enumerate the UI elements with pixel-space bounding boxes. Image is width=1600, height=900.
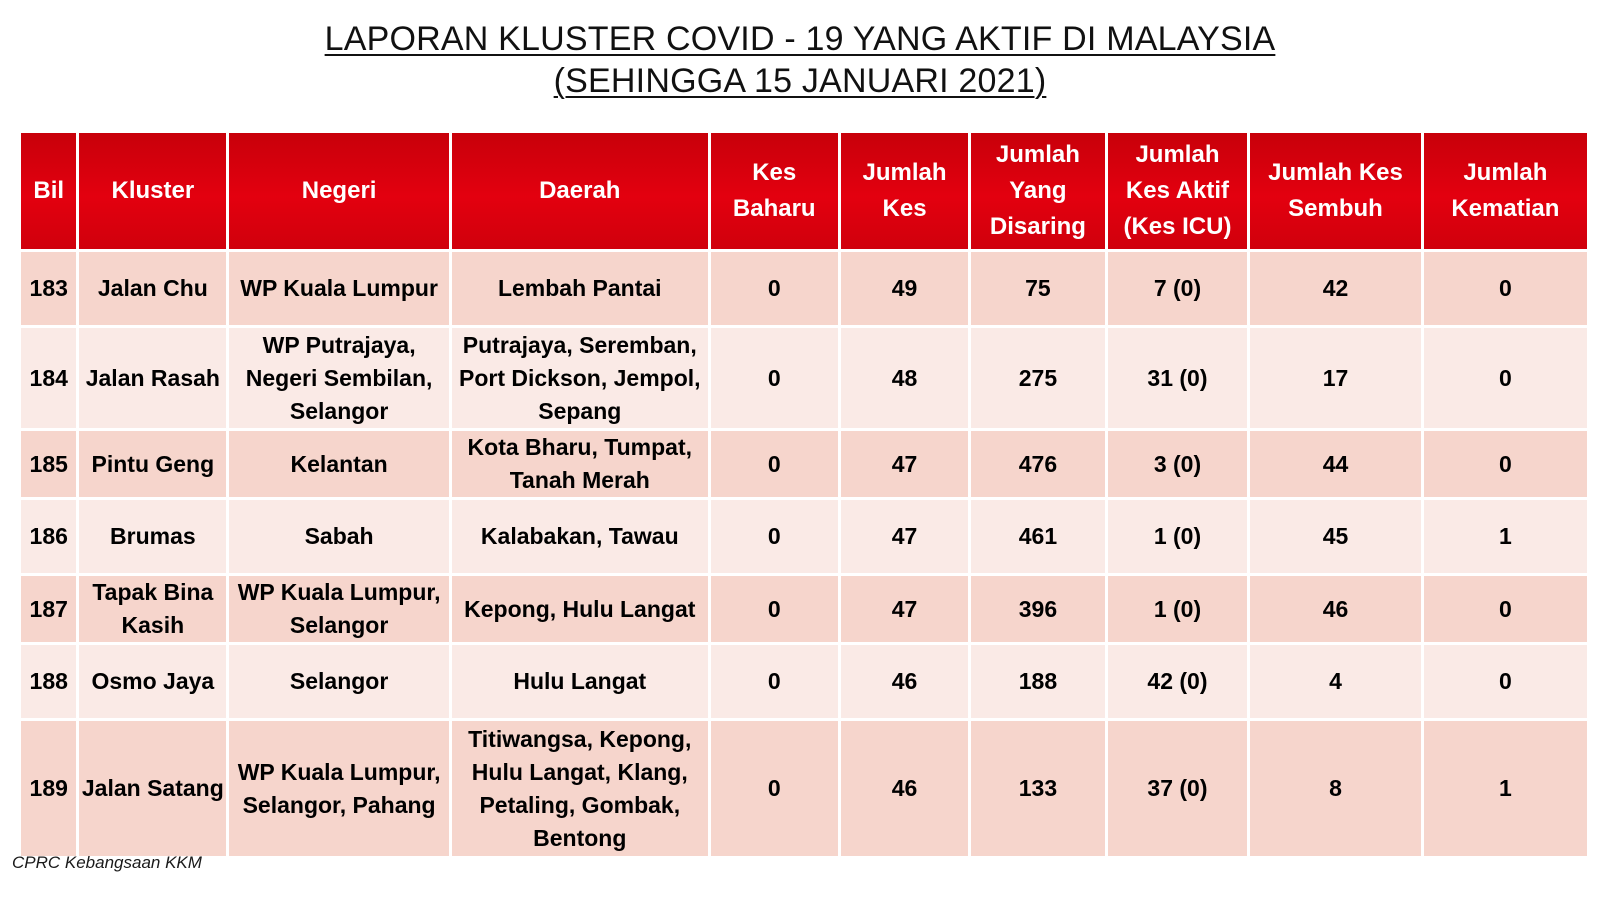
cell-bil: 186 — [21, 500, 76, 573]
cell-jumlah-kematian: 0 — [1424, 252, 1587, 325]
cell-jumlah-kes-sembuh: 45 — [1250, 500, 1420, 573]
cell-bil: 188 — [21, 645, 76, 718]
cell-jumlah-kematian: 0 — [1424, 431, 1587, 497]
cell-jumlah-kes: 46 — [841, 721, 968, 856]
cell-kluster: Pintu Geng — [79, 431, 226, 497]
cell-jumlah-kematian: 0 — [1424, 576, 1587, 642]
cell-jumlah-kes-aktif: 31 (0) — [1108, 328, 1248, 428]
cell-jumlah-kes-aktif: 1 (0) — [1108, 576, 1248, 642]
cell-daerah: Hulu Langat — [452, 645, 708, 718]
cell-daerah: Lembah Pantai — [452, 252, 708, 325]
cell-jumlah-kes: 48 — [841, 328, 968, 428]
table-row — [21, 721, 1587, 856]
cell-jumlah-disaring: 133 — [971, 721, 1104, 856]
cell-kluster: Brumas — [79, 500, 226, 573]
cell-jumlah-kes: 47 — [841, 431, 968, 497]
cell-kluster: Jalan Chu — [79, 252, 226, 325]
cell-kes-baharu: 0 — [711, 431, 838, 497]
table-row — [21, 500, 1587, 573]
cell-jumlah-disaring: 461 — [971, 500, 1104, 573]
cell-jumlah-kes: 47 — [841, 576, 968, 642]
header-jumlah-kes: Jumlah Kes — [841, 133, 968, 249]
cell-jumlah-kes-sembuh: 17 — [1250, 328, 1420, 428]
cell-jumlah-kes-sembuh: 4 — [1250, 645, 1420, 718]
table-row — [21, 431, 1587, 497]
cell-kes-baharu: 0 — [711, 576, 838, 642]
cell-daerah: Kota Bharu, Tumpat, Tanah Merah — [452, 431, 708, 497]
cell-jumlah-kes-sembuh: 44 — [1250, 431, 1420, 497]
cell-bil: 187 — [21, 576, 76, 642]
header-kluster: Kluster — [79, 133, 226, 249]
cell-kes-baharu: 0 — [711, 500, 838, 573]
title-line-2: (SEHINGGA 15 JANUARI 2021) — [553, 62, 1047, 100]
table-row — [21, 645, 1587, 718]
cell-bil: 183 — [21, 252, 76, 325]
cell-bil: 184 — [21, 328, 76, 428]
cell-daerah: Kalabakan, Tawau — [452, 500, 708, 573]
cell-jumlah-kes-aktif: 37 (0) — [1108, 721, 1248, 856]
cell-jumlah-kes-sembuh: 8 — [1250, 721, 1420, 856]
cell-jumlah-kematian: 0 — [1424, 328, 1587, 428]
cell-jumlah-kes-aktif: 42 (0) — [1108, 645, 1248, 718]
cell-kes-baharu: 0 — [711, 645, 838, 718]
cell-jumlah-kes-sembuh: 46 — [1250, 576, 1420, 642]
header-jumlah-kes-sembuh: Jumlah Kes Sembuh — [1250, 133, 1420, 249]
table-row — [21, 252, 1587, 325]
cell-daerah: Titiwangsa, Kepong, Hulu Langat, Klang, Petaling, Gombak, Bentong — [452, 721, 708, 856]
cell-negeri: Sabah — [229, 500, 449, 573]
header-bil: Bil — [21, 133, 76, 249]
table-row — [21, 576, 1587, 642]
header-jumlah-kes-aktif: Jumlah Kes Aktif (Kes ICU) — [1108, 133, 1248, 249]
cell-negeri: WP Kuala Lumpur — [229, 252, 449, 325]
cell-negeri: Selangor — [229, 645, 449, 718]
cell-jumlah-kes-sembuh: 42 — [1250, 252, 1420, 325]
cell-kluster: Osmo Jaya — [79, 645, 226, 718]
cluster-table — [18, 130, 1590, 859]
cell-kluster: Jalan Satang — [79, 721, 226, 856]
cell-kes-baharu: 0 — [711, 252, 838, 325]
cell-negeri: WP Putrajaya, Negeri Sembilan, Selangor — [229, 328, 449, 428]
cell-jumlah-kes-aktif: 3 (0) — [1108, 431, 1248, 497]
cell-jumlah-disaring: 75 — [971, 252, 1104, 325]
cell-jumlah-kes-aktif: 1 (0) — [1108, 500, 1248, 573]
cell-negeri: Kelantan — [229, 431, 449, 497]
cell-kluster: Tapak Bina Kasih — [79, 576, 226, 642]
cell-jumlah-kes: 47 — [841, 500, 968, 573]
source-footer: CPRC Kebangsaan KKM — [12, 853, 202, 872]
report-title — [0, 18, 1600, 102]
cell-jumlah-kes: 49 — [841, 252, 968, 325]
header-jumlah-kematian: Jumlah Kematian — [1424, 133, 1587, 249]
cell-jumlah-kes-aktif: 7 (0) — [1108, 252, 1248, 325]
title-line-1: LAPORAN KLUSTER COVID - 19 YANG AKTIF DI MALAYSIA — [324, 20, 1276, 58]
cell-negeri: WP Kuala Lumpur, Selangor, Pahang — [229, 721, 449, 856]
cell-negeri: WP Kuala Lumpur, Selangor — [229, 576, 449, 642]
cell-jumlah-kematian: 0 — [1424, 645, 1587, 718]
cell-jumlah-kematian: 1 — [1424, 721, 1587, 856]
cell-jumlah-disaring: 275 — [971, 328, 1104, 428]
cell-daerah: Putrajaya, Seremban, Port Dickson, Jempol, Sepang — [452, 328, 708, 428]
cell-kes-baharu: 0 — [711, 721, 838, 856]
cell-kluster: Jalan Rasah — [79, 328, 226, 428]
header-negeri: Negeri — [229, 133, 449, 249]
cell-jumlah-disaring: 396 — [971, 576, 1104, 642]
cell-bil: 185 — [21, 431, 76, 497]
header-jumlah-disaring: Jumlah Yang Disaring — [971, 133, 1104, 249]
cell-jumlah-kes: 46 — [841, 645, 968, 718]
table-row — [21, 328, 1587, 428]
cell-daerah: Kepong, Hulu Langat — [452, 576, 708, 642]
table-header-row — [21, 133, 1587, 249]
cell-jumlah-disaring: 476 — [971, 431, 1104, 497]
header-kes-baharu: Kes Baharu — [711, 133, 838, 249]
cell-bil: 189 — [21, 721, 76, 856]
header-daerah: Daerah — [452, 133, 708, 249]
cell-jumlah-kematian: 1 — [1424, 500, 1587, 573]
cell-kes-baharu: 0 — [711, 328, 838, 428]
cell-jumlah-disaring: 188 — [971, 645, 1104, 718]
